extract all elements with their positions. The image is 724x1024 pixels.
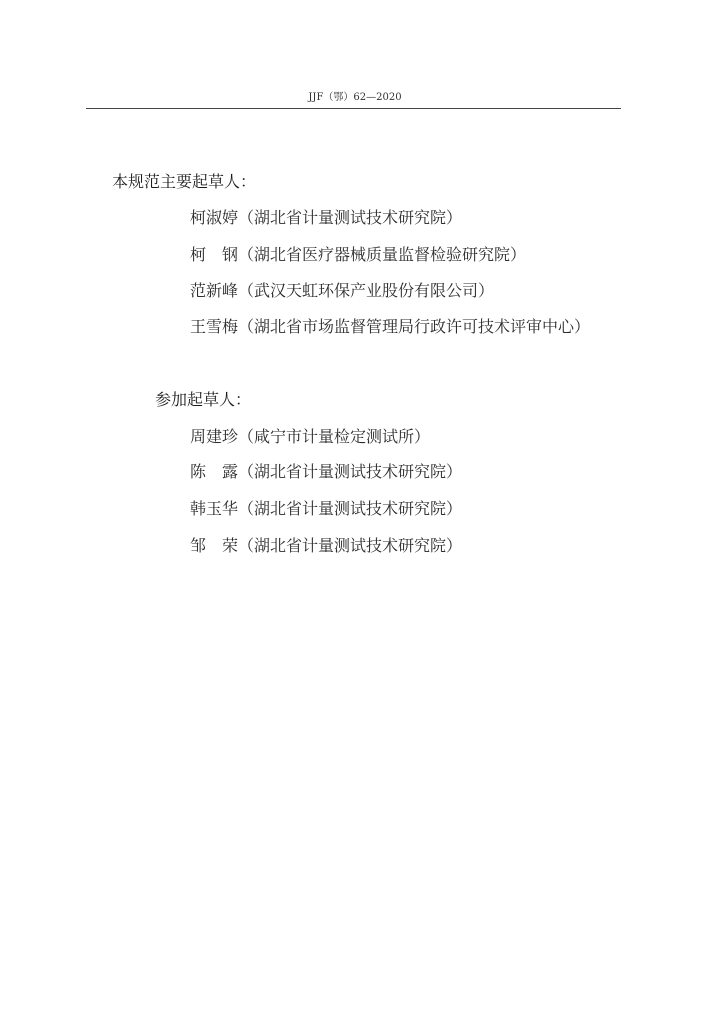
drafter-entry	[190, 246, 526, 264]
drafter-name: 柯 钢	[190, 245, 239, 264]
drafter-entry	[190, 318, 590, 336]
participant-name: 邹 荣	[190, 536, 239, 555]
participant-affiliation: （咸宁市计量检定测试所）	[238, 427, 431, 446]
drafter-affiliation: （湖北省市场监督管理局行政许可技术评审中心）	[238, 317, 591, 336]
participant-entry	[190, 463, 462, 481]
participant-entry	[190, 500, 462, 518]
drafter-affiliation: （湖北省医疗器械质量监督检验研究院）	[238, 245, 527, 264]
participant-name: 陈 露	[190, 462, 239, 481]
main-drafters-heading: 本规范主要起草人：	[112, 172, 257, 191]
drafter-affiliation: （武汉天虹环保产业股份有限公司）	[238, 281, 495, 300]
drafter-entry	[190, 209, 462, 227]
drafter-affiliation: （湖北省计量测试技术研究院）	[238, 208, 463, 227]
drafter-name: 柯淑婷	[190, 208, 239, 227]
participant-affiliation: （湖北省计量测试技术研究院）	[238, 499, 463, 518]
participant-name: 韩玉华	[190, 499, 239, 518]
drafter-name: 王雪梅	[190, 317, 239, 336]
drafter-entry	[190, 282, 494, 300]
participant-entry	[190, 428, 430, 446]
document-code-header: JJF（鄂）62—2020	[308, 92, 402, 103]
participant-affiliation: （湖北省计量测试技术研究院）	[238, 536, 463, 555]
participating-drafters-heading: 参加起草人：	[155, 390, 252, 409]
header-divider	[86, 108, 621, 109]
participant-name: 周建珍	[190, 427, 239, 446]
participant-entry	[190, 537, 462, 555]
drafter-name: 范新峰	[190, 281, 239, 300]
participant-affiliation: （湖北省计量测试技术研究院）	[238, 462, 463, 481]
